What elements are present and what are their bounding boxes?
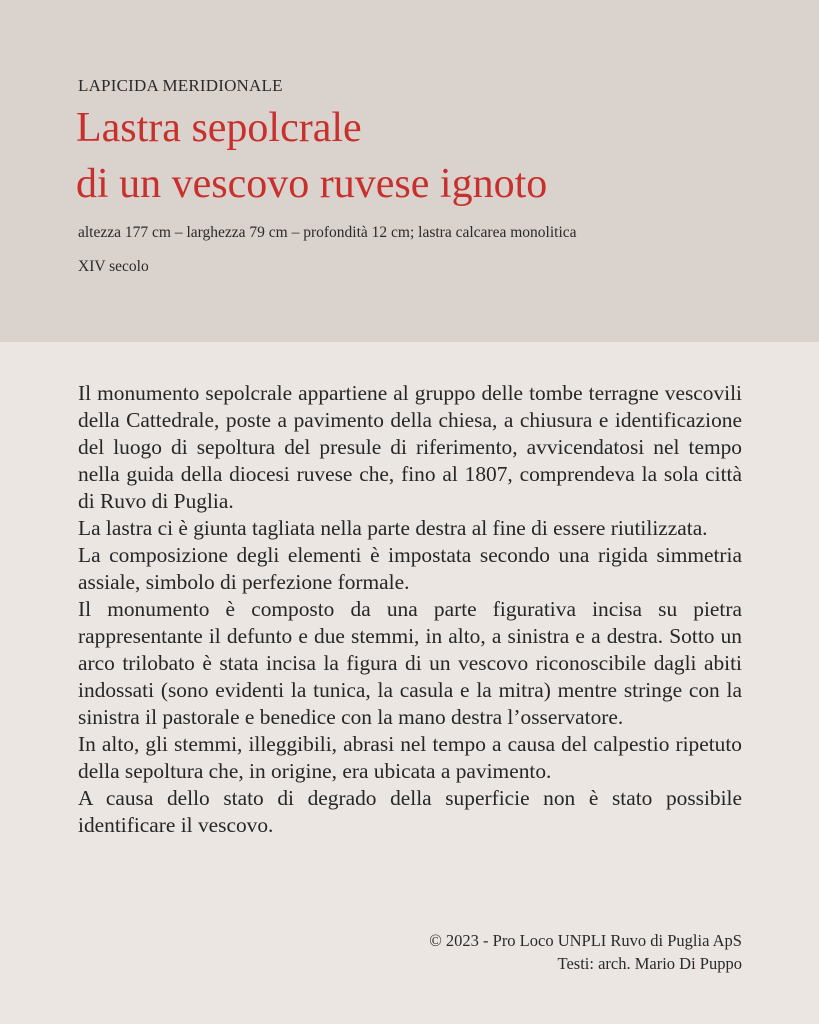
credits: [429, 929, 742, 975]
paragraph: A causa dello stato di degrado della superficie non è stato possibile identificare il vescovo.: [78, 786, 742, 837]
paragraph: In alto, gli stemmi, illeggibili, abrasi nel tempo a causa del calpestio ripetuto della sepoltura che, in origine, era ubicata a pavimento.: [78, 732, 742, 783]
copyright-text: © 2023 - Pro Loco UNPLI Ruvo di Puglia ApS: [429, 931, 742, 950]
century-text: XIV secolo: [78, 258, 149, 275]
dimensions-text: altezza 177 cm – larghezza 79 cm – profondità 12 cm; lastra calcarea monolitica: [78, 224, 577, 241]
title-line-1: Lastra sepolcrale: [76, 105, 362, 151]
page-title: [76, 100, 547, 212]
author-credit-text: Testi: arch. Mario Di Puppo: [557, 954, 742, 973]
paragraph: Il monumento sepolcrale appartiene al gruppo delle tombe terragne vescovili della Cattedrale, poste a pavimento della chiesa, a chiusura e identificazione del luogo di sepoltura del presule di riferimento, avvicendatosi nel tempo nella guida della diocesi ruvese che, fino al 1807, comprendeva la sola città di Ruvo di Puglia.: [78, 381, 742, 513]
paragraph: La lastra ci è giunta tagliata nella parte destra al fine di essere riutilizzata.: [78, 516, 708, 540]
paragraph: La composizione degli elementi è impostata secondo una rigida simmetria assiale, simbolo di perfezione formale.: [78, 543, 742, 594]
paragraph: Il monumento è composto da una parte figurativa incisa su pietra rappresentante il defunto e due stemmi, in alto, a sinistra e a destra. Sotto un arco trilobato è stata incisa la figura di un vescovo riconoscibile dagli abiti indossati (sono evidenti la tunica, la casula e la mitra) mentre stringe con la sinistra il pastorale e benedice con la mano destra l’osservatore.: [78, 597, 742, 729]
title-line-2: di un vescovo ruvese ignoto: [76, 161, 548, 207]
author-label: LAPICIDA MERIDIONALE: [78, 76, 283, 95]
description-text: [78, 380, 742, 839]
header-panel: [0, 0, 819, 342]
